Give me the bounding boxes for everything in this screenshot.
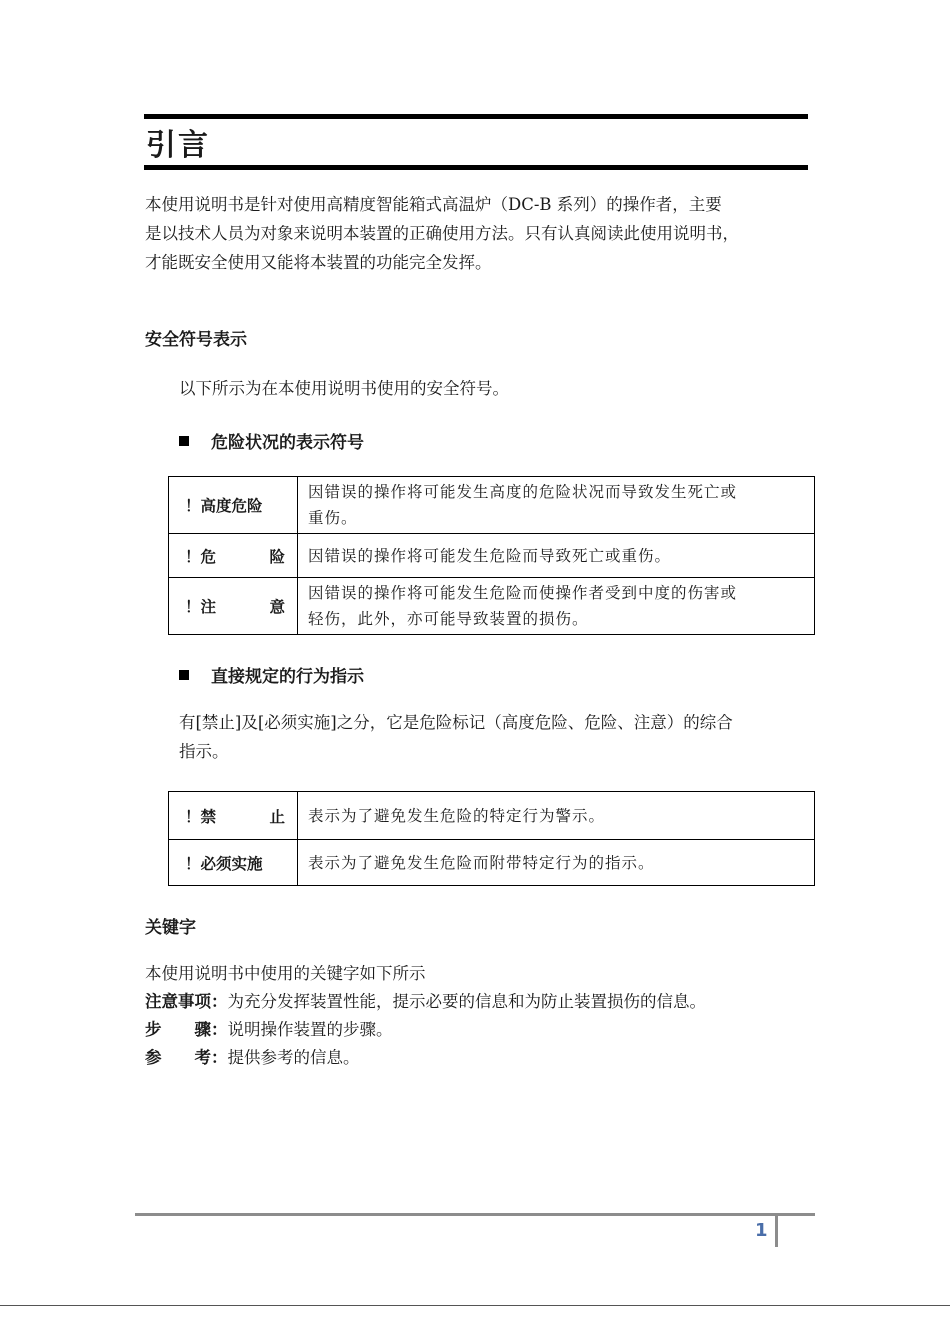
keyword-section [145, 960, 706, 1072]
symbol-label: ！注 意 [169, 578, 298, 635]
table-row [169, 792, 815, 840]
table-row [169, 840, 815, 886]
intro-line: 是以技术人员为对象来说明本装置的正确使用方法。只有认真阅读此使用说明书， [145, 224, 739, 243]
symbol-description: 因错误的操作将可能发生高度的危险状况而导致发生死亡或 重伤。 [298, 477, 815, 534]
symbol-label: ！禁 止 [169, 792, 298, 840]
action-heading-row [179, 662, 364, 687]
danger-heading: 危险状况的表示符号 [211, 433, 364, 453]
intro-line: 本使用说明书是针对使用高精度智能箱式高温炉（DC-B 系列）的操作者，主要 [145, 195, 722, 214]
danger-symbol-table [168, 476, 815, 635]
page-bottom-edge [0, 1305, 950, 1306]
symbol-label: ！必须实施 [169, 840, 298, 886]
action-intro-line: 指示。 [179, 742, 229, 761]
action-symbol-table [168, 791, 815, 886]
square-bullet-icon [179, 670, 189, 680]
keyword-item: 参 考：提供参考的信息。 [145, 1048, 360, 1067]
symbol-label: ！高度危险 [169, 477, 298, 534]
symbol-label: ！危 险 [169, 534, 298, 578]
title-rule-top [144, 114, 808, 119]
intro-paragraph [145, 190, 825, 277]
page-number: 1 [755, 1220, 768, 1241]
intro-line: 才能既安全使用又能将本装置的功能完全发挥。 [145, 253, 492, 272]
table-row [169, 578, 815, 635]
title-rule-bottom [144, 165, 808, 170]
footer-rule [135, 1213, 815, 1216]
keyword-heading: 关键字 [145, 918, 196, 938]
safety-intro: 以下所示为在本使用说明书使用的安全符号。 [179, 379, 509, 398]
safety-heading: 安全符号表示 [145, 330, 247, 350]
footer-divider [775, 1213, 778, 1247]
keyword-item: 注意事项：为充分发挥装置性能，提示必要的信息和为防止装置损伤的信息。 [145, 992, 706, 1011]
action-intro [179, 708, 819, 766]
keyword-item: 步 骤：说明操作装置的步骤。 [145, 1020, 393, 1039]
keyword-intro: 本使用说明书中使用的关键字如下所示 [145, 964, 426, 983]
action-intro-line: 有[禁止]及[必须实施]之分，它是危险标记（高度危险、危险、注意）的综合 [179, 713, 733, 732]
table-row [169, 534, 815, 578]
square-bullet-icon [179, 436, 189, 446]
action-heading: 直接规定的行为指示 [211, 667, 364, 687]
symbol-description: 因错误的操作将可能发生危险而导致死亡或重伤。 [298, 534, 815, 578]
symbol-description: 表示为了避免发生危险的特定行为警示。 [298, 792, 815, 840]
page-title: 引言 [146, 128, 210, 163]
danger-heading-row [179, 428, 364, 453]
table-row [169, 477, 815, 534]
symbol-description: 因错误的操作将可能发生危险而使操作者受到中度的伤害或 轻伤，此外，亦可能导致装置的损伤。 [298, 578, 815, 635]
symbol-description: 表示为了避免发生危险而附带特定行为的指示。 [298, 840, 815, 886]
